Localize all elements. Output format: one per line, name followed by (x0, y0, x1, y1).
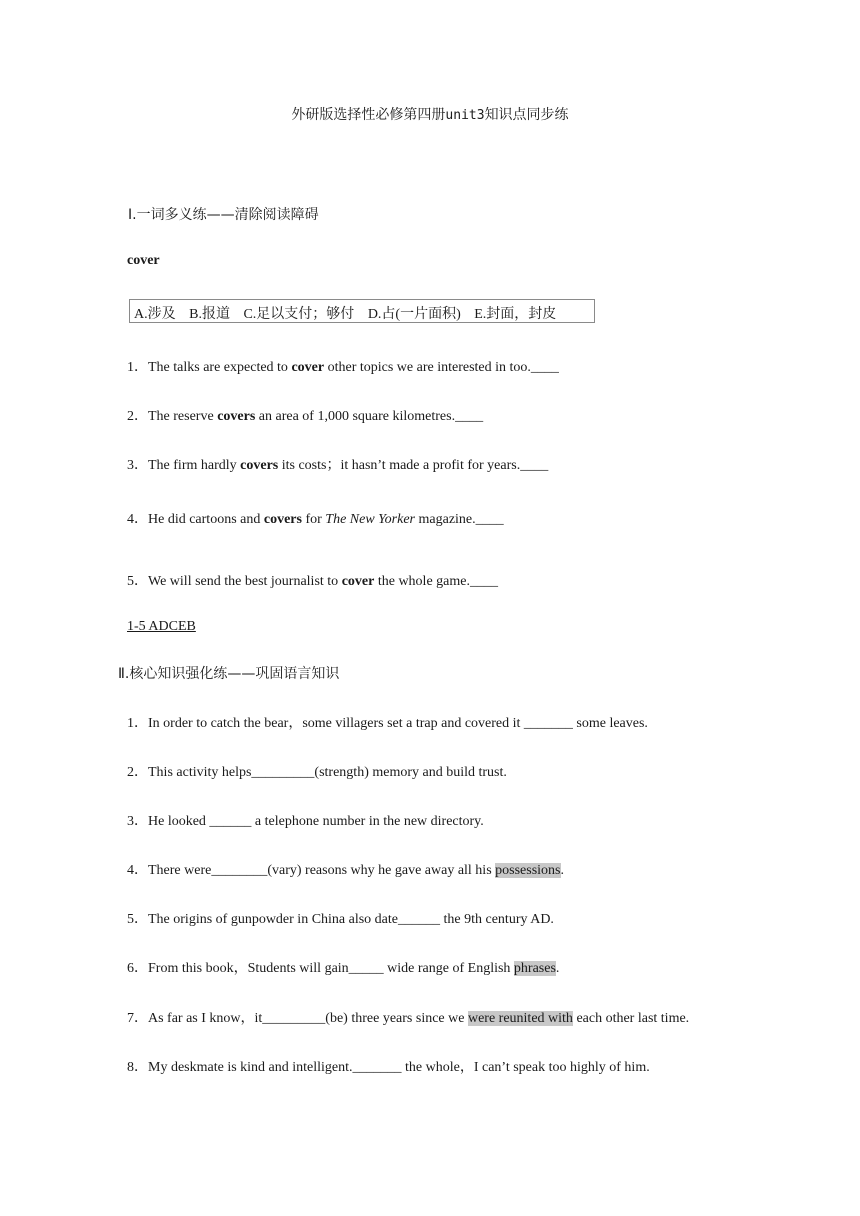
item-text-end: the whole game.____ (374, 574, 498, 589)
option-a: A.涉及 (134, 307, 176, 322)
item-text: From this book，Students will gain_____ wide range of English (148, 961, 514, 976)
section2-heading: Ⅱ.核心知识强化练——巩固语言知识 (118, 666, 340, 682)
section1-item-5 (127, 570, 498, 590)
item-keyword: covers (263, 512, 302, 527)
item-number: 5． (127, 912, 148, 927)
item-text-end: other topics we are interested in too.____ (324, 360, 559, 375)
item-text: In order to catch the bear，some villagers set a trap and covered it _______ some leaves. (148, 716, 648, 731)
item-text: There were________(vary) reasons why he gave away all his (148, 863, 496, 878)
section2-item-3 (127, 810, 484, 830)
section2-item-1 (127, 712, 648, 732)
vocab-word: cover (127, 253, 160, 268)
item-text: This activity helps_________(strength) memory and build trust. (148, 765, 507, 780)
item-keyword: cover (291, 360, 325, 375)
title-suffix: 知识点同步练 (484, 107, 569, 123)
section1-item-3 (127, 454, 548, 474)
section2-item-8 (127, 1056, 650, 1076)
item-text-end: an area of 1,000 square kilometres.____ (255, 409, 484, 424)
item-number: 4． (127, 863, 148, 878)
item-text: As far as I know，it_________(be) three years since we (148, 1011, 468, 1026)
section1-item-2 (127, 405, 483, 425)
item-text: The reserve (148, 409, 218, 424)
highlighted-word: phrases (513, 961, 556, 976)
item-number: 3． (127, 458, 148, 473)
item-text-end: . (560, 863, 565, 878)
options-box (129, 299, 595, 323)
section1-item-4 (127, 508, 504, 528)
item-text: The firm hardly (148, 458, 241, 473)
item-number: 5． (127, 574, 148, 589)
highlighted-phrase: were reunited with (467, 1011, 573, 1026)
item-number: 1． (127, 716, 148, 731)
item-text: He did cartoons and (148, 512, 264, 527)
item-text: The origins of gunpowder in China also date______ the 9th century AD. (148, 912, 554, 927)
item-text: We will send the best journalist to (148, 574, 342, 589)
magazine-title: The New Yorker (325, 512, 415, 527)
section2-item-2 (127, 761, 507, 781)
item-text-end: . (555, 961, 560, 976)
option-b: B.报道 (189, 307, 230, 322)
item-text-end: magazine.____ (415, 512, 504, 527)
option-d: D.占(一片面积) (367, 307, 461, 322)
item-text-end: its costs；it hasn’t made a profit for years.____ (278, 458, 549, 473)
item-keyword: covers (240, 458, 279, 473)
item-number: 6． (127, 961, 148, 976)
item-number: 4． (127, 512, 148, 527)
section2-item-6 (127, 957, 559, 977)
item-number: 1． (127, 360, 148, 375)
item-keyword: covers (217, 409, 256, 424)
item-text: He looked ______ a telephone number in the new directory. (148, 814, 484, 829)
item-number: 3． (127, 814, 148, 829)
title-unit: unit3 (445, 108, 485, 123)
option-c: C.足以支付；够付 (243, 307, 355, 322)
highlighted-word: possessions (495, 863, 561, 878)
item-text: My deskmate is kind and intelligent._______ the whole，I can’t speak too highly of him. (148, 1060, 650, 1075)
item-number: 8． (127, 1060, 148, 1075)
section2-item-4 (127, 859, 564, 879)
item-number: 7． (127, 1011, 148, 1026)
answer-key: 1-5 ADCEB (127, 619, 196, 634)
item-text-end: each other last time. (572, 1011, 690, 1026)
section2-item-5 (127, 908, 554, 928)
option-e: E.封面，封皮 (474, 307, 557, 322)
item-number: 2． (127, 409, 148, 424)
title-prefix: 外研版选择性必修第四册 (291, 107, 446, 123)
document-title (0, 104, 860, 124)
item-text: The talks are expected to (148, 360, 292, 375)
item-number: 2． (127, 765, 148, 780)
section1-item-1 (127, 356, 559, 376)
item-keyword: cover (341, 574, 375, 589)
section1-heading: Ⅰ.一词多义练——清除阅读障碍 (128, 207, 319, 223)
item-text-mid: for (301, 512, 326, 527)
section2-item-7 (127, 1007, 689, 1027)
